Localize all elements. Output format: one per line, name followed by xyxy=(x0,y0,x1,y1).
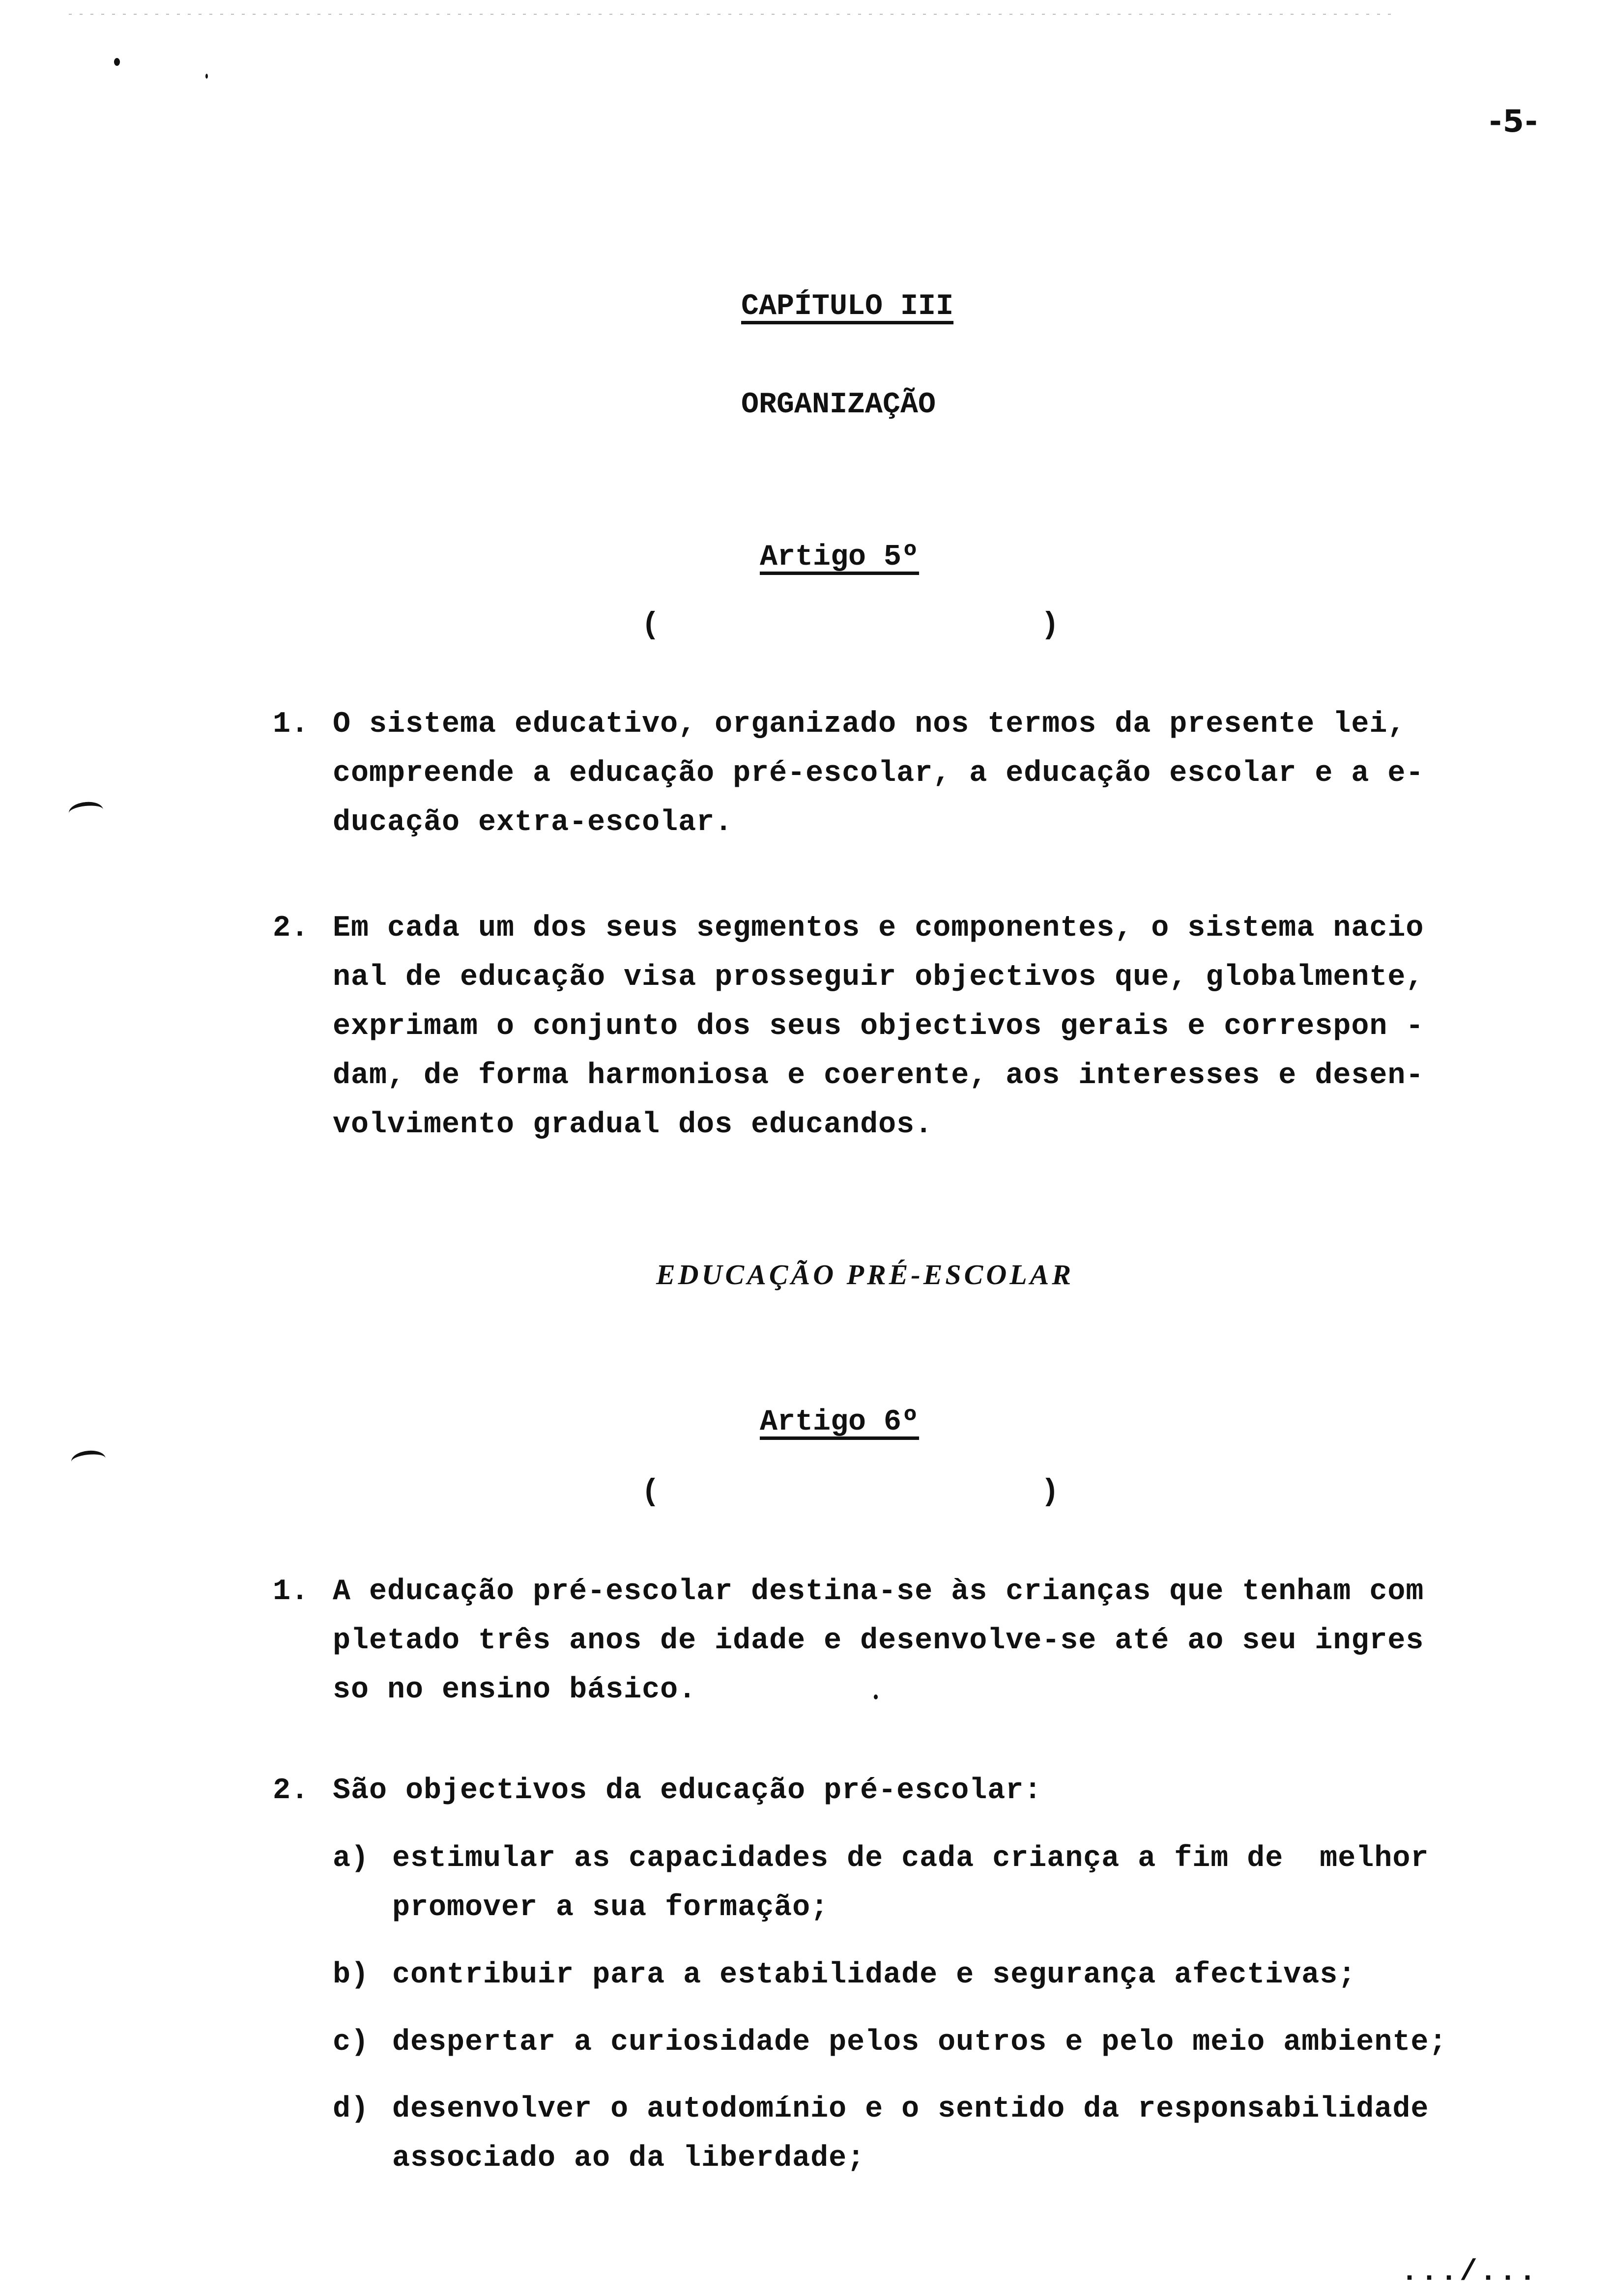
item-number: 1. xyxy=(273,708,310,741)
item-text-line: pletado três anos de idade e desenvolve-se até ao seu ingres xyxy=(333,1624,1424,1658)
item-text-line: compreende a educação pré-escolar, a educação escolar e a e- xyxy=(333,757,1424,790)
subitem-text-line: estimular as capacidades de cada criança a fim de melhor xyxy=(392,1842,1429,1875)
chapter-subtitle: ORGANIZAÇÃO xyxy=(741,388,936,422)
item-intro: São objectivos da educação pré-escolar: xyxy=(333,1774,1042,1808)
item-text-line: exprimam o conjunto dos seus objectivos gerais e correspon - xyxy=(333,1010,1424,1043)
item-text-line: O sistema educativo, organizado nos termos da presente lei, xyxy=(333,708,1406,741)
scan-artifact-top xyxy=(69,14,1396,15)
subitem-text-line: promover a sua formação; xyxy=(392,1891,829,1924)
item-text-line: A educação pré-escolar destina-se às crianças que tenham com xyxy=(333,1575,1424,1608)
subitem-label-d: d) xyxy=(333,2093,370,2126)
chapter-title: CAPÍTULO III xyxy=(741,290,954,323)
scan-speck xyxy=(114,58,120,66)
item-text-line: nal de educação visa prosseguir objectivos que, globalmente, xyxy=(333,961,1424,994)
article-6-paren-close: ) xyxy=(1041,1474,1060,1509)
item-number: 1. xyxy=(273,1575,310,1608)
section-title: EDUCAÇÃO PRÉ-ESCOLAR xyxy=(656,1259,1074,1291)
subitem-label-b: b) xyxy=(333,1958,370,1992)
item-number: 2. xyxy=(273,1774,310,1808)
item-text-line: dam, de forma harmoniosa e coerente, aos interesses e desen- xyxy=(333,1059,1424,1092)
subitem-text-line: associado ao da liberdade; xyxy=(392,2142,865,2175)
hole-punch-mark-lower xyxy=(70,1449,107,1471)
subitem-text-line: contribuir para a estabilidade e segurança afectivas; xyxy=(392,1958,1356,1992)
scan-speck xyxy=(874,1694,878,1699)
article-5-paren-open: ( xyxy=(641,607,660,642)
subitem-label-a: a) xyxy=(333,1842,370,1875)
article-6-paren-open: ( xyxy=(641,1474,660,1509)
item-number: 2. xyxy=(273,912,310,945)
page-number: -5- xyxy=(1489,103,1539,139)
article-6-title: Artigo 6º xyxy=(760,1406,920,1439)
item-text-line: ducação extra-escolar. xyxy=(333,806,733,839)
article-5-title: Artigo 5º xyxy=(760,541,920,574)
subitem-text-line: despertar a curiosidade pelos outros e pelo meio ambiente; xyxy=(392,2026,1447,2059)
item-text-line: Em cada um dos seus segmentos e componentes, o sistema nacio xyxy=(333,912,1424,945)
scan-speck xyxy=(205,74,208,79)
item-text-line: volvimento gradual dos educandos. xyxy=(333,1108,933,1142)
item-text-line: so no ensino básico. xyxy=(333,1673,697,1707)
hole-punch-mark-upper xyxy=(68,800,104,822)
subitem-label-c: c) xyxy=(333,2026,370,2059)
article-5-paren-close: ) xyxy=(1041,607,1060,642)
subitem-text-line: desenvolver o autodomínio e o sentido da responsabilidade xyxy=(392,2093,1429,2126)
continuation-mark: .../... xyxy=(1401,2256,1539,2289)
